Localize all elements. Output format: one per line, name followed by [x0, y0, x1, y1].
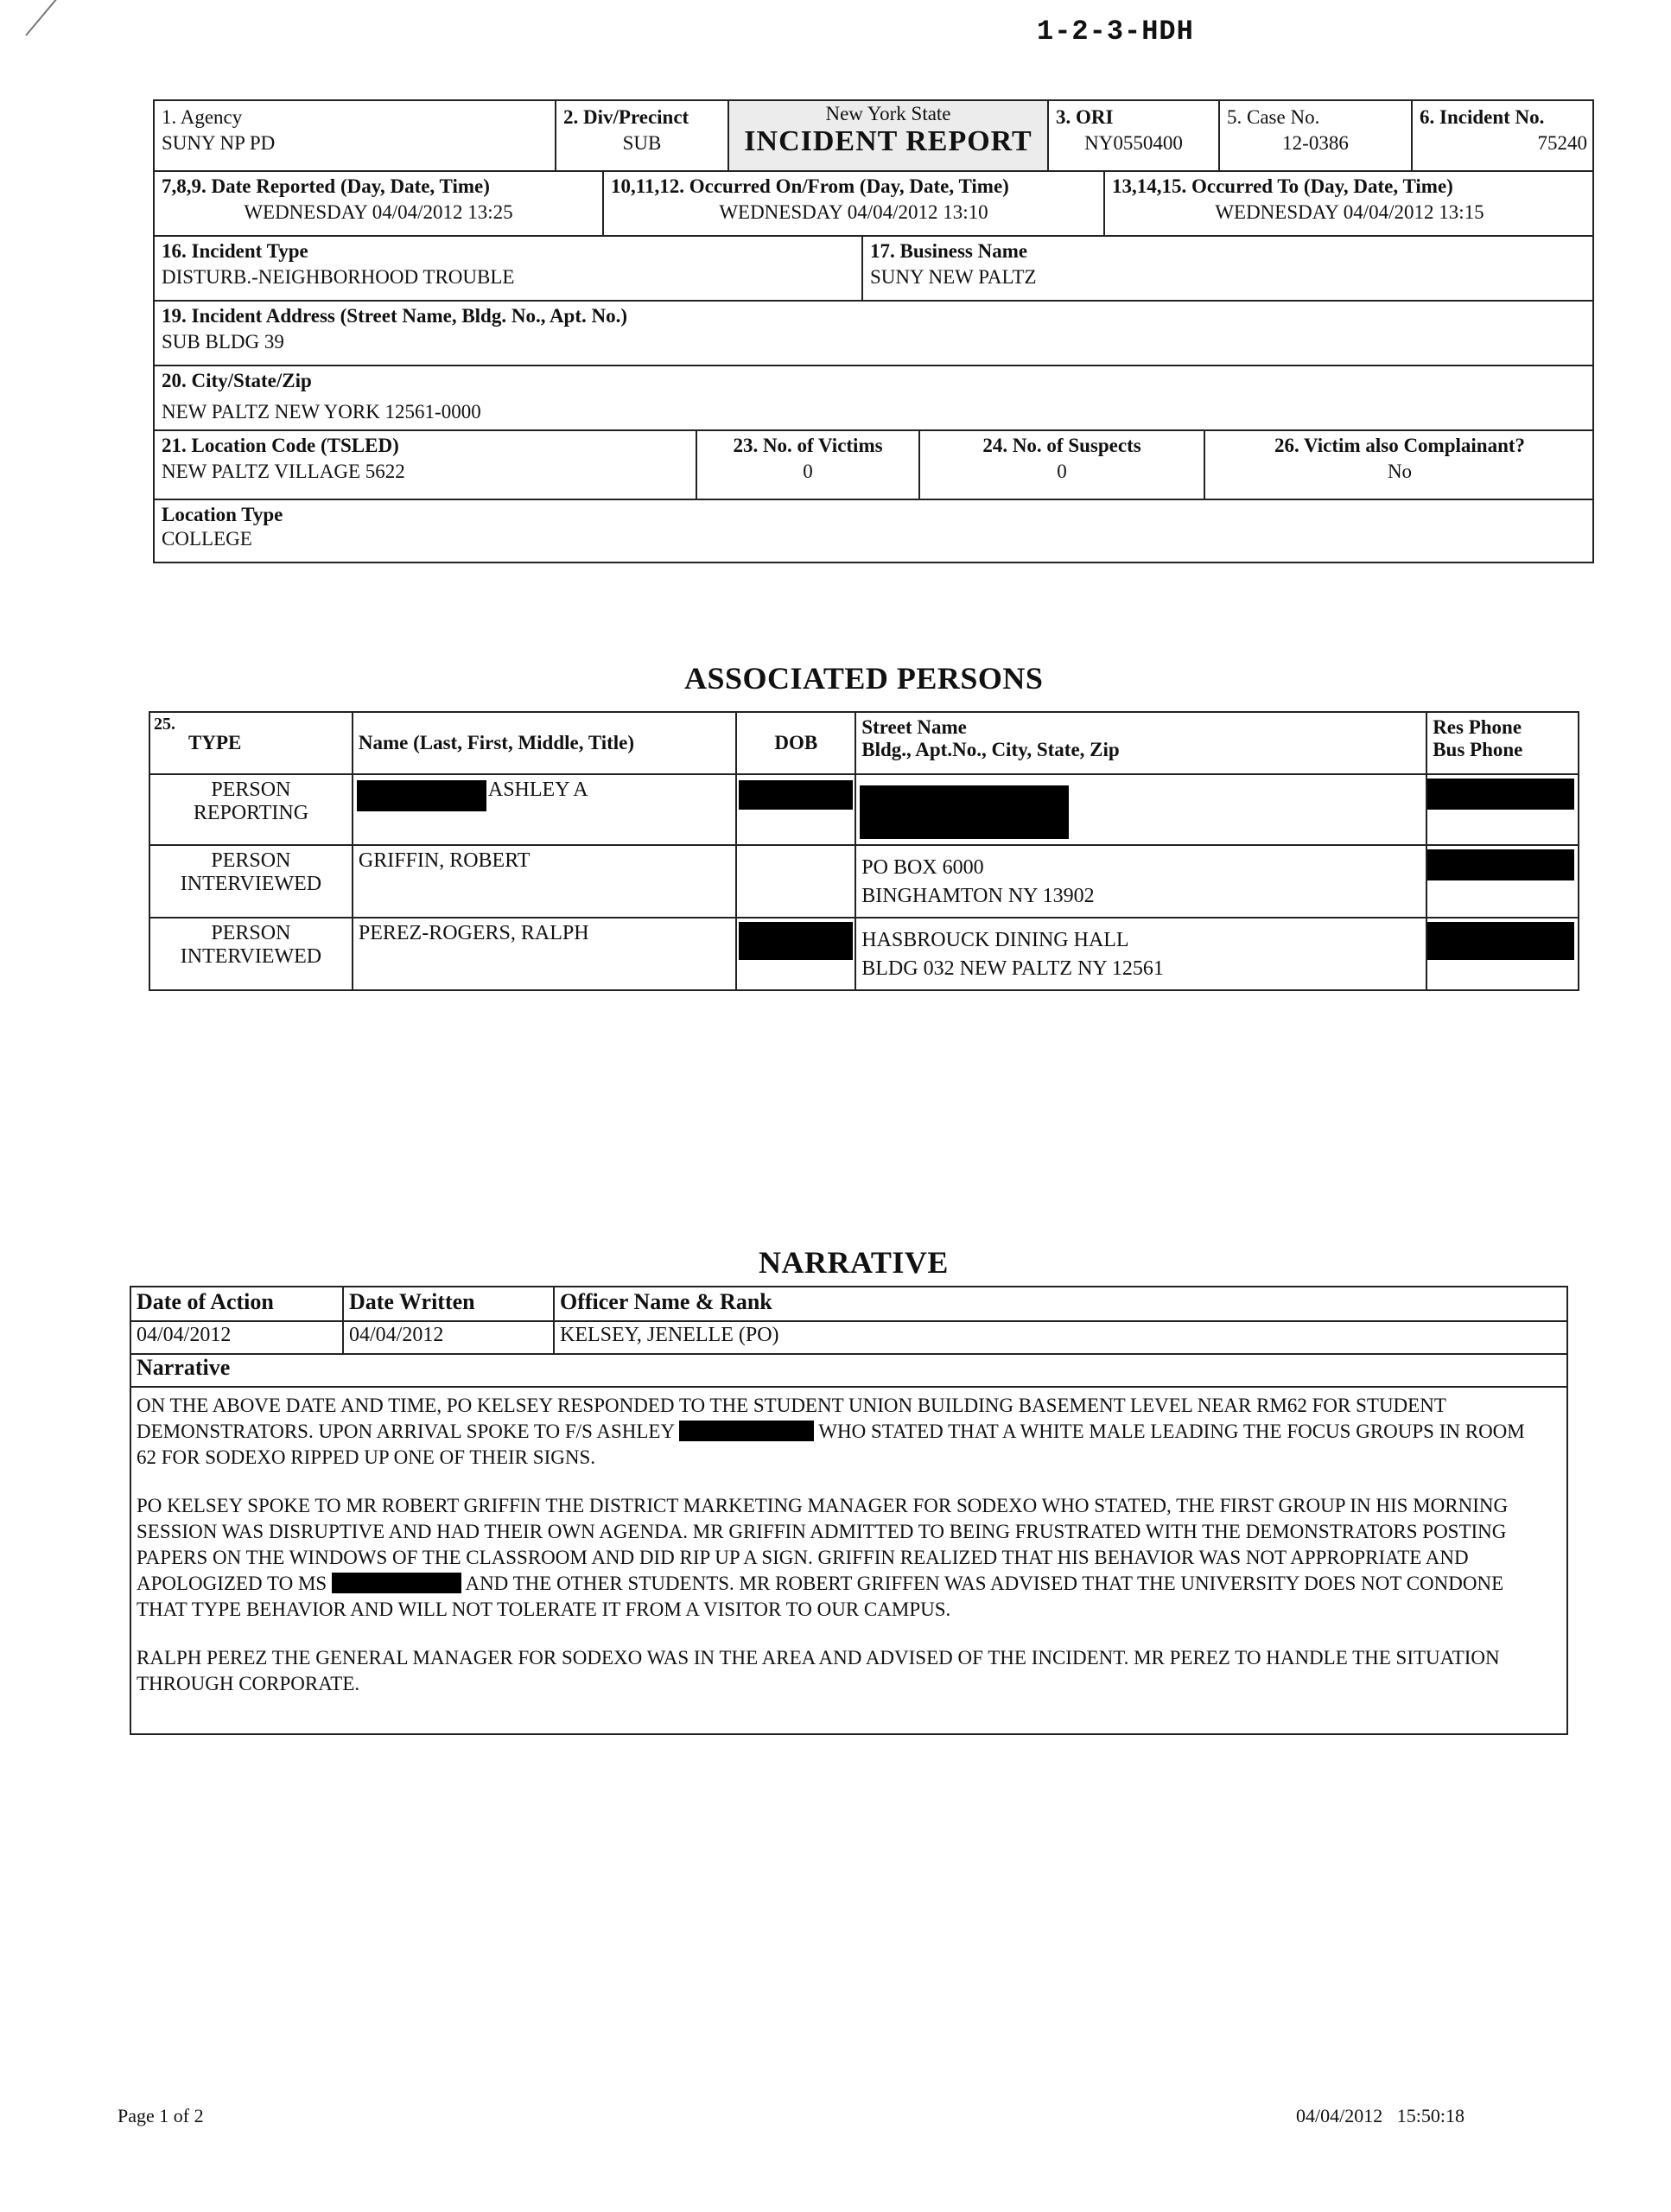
- incident-type-cell: [155, 235, 863, 300]
- person-name: ASHLEY A: [487, 779, 588, 801]
- table-row: [149, 774, 1579, 845]
- complainant-cell: [1205, 429, 1594, 499]
- div-value: SUB: [622, 132, 662, 154]
- person-address-cell: [855, 774, 1426, 845]
- person-phone-cell: [1426, 918, 1579, 990]
- associated-persons-table: [149, 711, 1579, 991]
- case-cell: [1220, 101, 1413, 170]
- ori-cell: [1049, 101, 1220, 170]
- suspects-value: 0: [1057, 461, 1067, 482]
- person-address-line1: PO BOX 6000: [861, 856, 984, 879]
- person-address-cell: [855, 845, 1426, 918]
- div-cell: [556, 101, 729, 170]
- address-value: SUB BLDG 39: [162, 331, 284, 353]
- agency-label: 1. Agency: [162, 106, 243, 128]
- city-cell: [155, 365, 1594, 429]
- dob-header: DOB: [736, 712, 855, 774]
- redaction-block: [679, 1421, 814, 1441]
- phone-header: [1426, 712, 1579, 774]
- city-label: 20. City/State/Zip: [162, 370, 312, 391]
- address-cell: [155, 300, 1594, 365]
- narrative-paragraph: [137, 1645, 1545, 1697]
- location-code-label: 21. Location Code (TSLED): [162, 435, 399, 456]
- person-dob-cell: [736, 845, 855, 918]
- occurred-to-value: WEDNESDAY 04/04/2012 13:15: [1215, 201, 1484, 223]
- redaction-block: [332, 1573, 461, 1593]
- narrative-box: [130, 1286, 1568, 1735]
- narrative-p2-a: PO KELSEY SPOKE TO MR ROBERT GRIFFIN THE DISTRICT MARKETING MANAGER FOR SODEXO WHO STATED, THE FIRST GROUP IN HIS MORNING SESSION WAS DISRUPTIVE AND HAD THEIR OWN AGENDA. MR GRIFFIN ADMITTED TO BEING FRUSTRATED WITH THE DEMONSTRATORS POSTING PAPERS ON THE WINDOWS OF THE CLASSROOM AND DID RIP UP A SIGN. GRIFFIN REALIZED THAT HIS BEHAVIOR WAS NOT APPROPRIATE AND APOLOGIZED TO MS: [137, 1495, 1509, 1594]
- person-address-line2: BLDG 032 NEW PALTZ NY 12561: [861, 957, 1164, 980]
- complainant-label: 26. Victim also Complainant?: [1274, 435, 1526, 456]
- date-action-label: Date of Action: [137, 1289, 274, 1314]
- occurred-from-cell: [604, 170, 1105, 235]
- officer-label: Officer Name & Rank: [560, 1289, 772, 1314]
- narrative-paragraph: [137, 1393, 1545, 1471]
- date-reported-value: WEDNESDAY 04/04/2012 13:25: [244, 201, 513, 223]
- city-value: NEW PALTZ NEW YORK 12561-0000: [162, 401, 481, 423]
- street-header-line2: Bldg., Apt.No., City, State, Zip: [861, 739, 1120, 760]
- person-name: PEREZ-ROGERS, RALPH: [353, 918, 737, 990]
- suspects-cell: [920, 429, 1205, 499]
- officer-value: KELSEY, JENELLE (PO): [560, 1324, 779, 1346]
- agency-cell: [155, 101, 556, 170]
- narrative-p2-b: AND THE OTHER STUDENTS. MR ROBERT GRIFFEN WAS ADVISED THAT THE UNIVERSITY DOES NOT CONDONE THAT TYPE BEHAVIOR AND WILL NOT TOLERATE IT FROM A VISITOR TO OUR CAMPUS.: [137, 1573, 1504, 1620]
- title-cell: [729, 101, 1049, 170]
- person-address-cell: [855, 918, 1426, 990]
- print-timestamp: 04/04/2012 15:50:18: [1296, 2105, 1465, 2126]
- narrative-label: Narrative: [137, 1355, 231, 1380]
- narrative-body: [137, 1393, 1545, 1697]
- persons-header-row: [149, 712, 1579, 774]
- location-code-value: NEW PALTZ VILLAGE 5622: [162, 461, 405, 482]
- street-header: [855, 712, 1426, 774]
- ori-value: NY0550400: [1084, 132, 1183, 154]
- table-row: [149, 845, 1579, 918]
- document-code: 1-2-3-HDH: [1037, 16, 1194, 48]
- person-type: PERSON INTERVIEWED: [149, 918, 353, 990]
- person-name: GRIFFIN, ROBERT: [353, 845, 737, 918]
- incident-type-value: DISTURB.-NEIGHBORHOOD TROUBLE: [162, 266, 515, 288]
- date-reported-label: 7,8,9. Date Reported (Day, Date, Time): [162, 175, 490, 197]
- incident-type-label: 16. Incident Type: [162, 240, 308, 262]
- date-action-value: 04/04/2012: [137, 1324, 232, 1346]
- person-dob-cell: [736, 774, 855, 845]
- incident-no-value: 75240: [1537, 132, 1587, 154]
- phone-header-line2: Bus Phone: [1433, 739, 1523, 760]
- person-type: PERSON REPORTING: [149, 774, 353, 845]
- victims-label: 23. No. of Victims: [733, 435, 883, 456]
- phone-header-line1: Res Phone: [1433, 716, 1522, 738]
- redaction-block: [1427, 779, 1574, 810]
- pen-mark: [25, 0, 76, 36]
- redaction-block: [357, 780, 486, 811]
- redaction-block: [860, 785, 1069, 839]
- narrative-p3: RALPH PEREZ THE GENERAL MANAGER FOR SODEXO WAS IN THE AREA AND ADVISED OF THE INCIDENT. MR PEREZ TO HANDLE THE SITUATION THROUGH CORPORATE.: [137, 1647, 1500, 1694]
- narrative-p1-a: ON THE ABOVE DATE AND TIME, PO KELSEY RESPONDED TO THE STUDENT UNION BUILDING BASEMENT LEVEL NEAR RM62 FOR STUDENT DEMONSTRATORS. UPON ARRIVAL SPOKE TO F/S ASHLEY: [137, 1395, 1446, 1442]
- date-reported-cell: [155, 170, 604, 235]
- incident-no-label: 6. Incident No.: [1420, 106, 1545, 128]
- narrative-p1-b: WHO STATED THAT A WHITE MALE LEADING THE FOCUS GROUPS IN ROOM 62 FOR SODEXO RIPPED UP ONE OF THEIR SIGNS.: [137, 1421, 1525, 1468]
- person-dob-cell: [736, 918, 855, 990]
- person-phone-cell: [1426, 774, 1579, 845]
- suspects-label: 24. No. of Suspects: [982, 435, 1141, 456]
- occurred-from-label: 10,11,12. Occurred On/From (Day, Date, Time): [611, 175, 1009, 197]
- location-code-cell: [155, 429, 697, 499]
- case-value: 12-0386: [1282, 132, 1349, 154]
- business-value: SUNY NEW PALTZ: [870, 266, 1037, 288]
- narrative-title: NARRATIVE: [759, 1245, 949, 1280]
- incident-no-cell: [1413, 101, 1594, 170]
- victims-value: 0: [803, 461, 813, 482]
- table-row: [149, 918, 1579, 990]
- case-label: 5. Case No.: [1227, 106, 1320, 128]
- occurred-to-cell: [1105, 170, 1594, 235]
- col-type: TYPE: [188, 732, 242, 753]
- occurred-from-value: WEDNESDAY 04/04/2012 13:10: [719, 201, 988, 223]
- person-phone-cell: [1426, 845, 1579, 918]
- location-type-cell: [155, 499, 1594, 563]
- location-type-label: Location Type: [162, 504, 283, 525]
- date-written-value: 04/04/2012: [349, 1324, 444, 1346]
- location-type-value: COLLEGE: [162, 528, 252, 550]
- redaction-block: [739, 922, 853, 960]
- occurred-to-label: 13,14,15. Occurred To (Day, Date, Time): [1112, 175, 1453, 197]
- redaction-block: [1427, 922, 1574, 960]
- report-title: INCIDENT REPORT: [744, 125, 1032, 157]
- complainant-value: No: [1387, 461, 1413, 482]
- person-address-line1: HASBROUCK DINING HALL: [861, 929, 1129, 951]
- victims-cell: [697, 429, 920, 499]
- associated-persons-title: ASSOCIATED PERSONS: [684, 661, 1044, 696]
- ori-label: 3. ORI: [1056, 106, 1114, 128]
- page-number: Page 1 of 2: [118, 2105, 204, 2126]
- col-number: 25.: [154, 715, 175, 734]
- redaction-block: [739, 780, 853, 810]
- div-label: 2. Div/Precinct: [563, 106, 689, 128]
- incident-form: [153, 99, 1594, 563]
- person-type: PERSON INTERVIEWED: [149, 845, 353, 918]
- street-header-line1: Street Name: [861, 716, 967, 738]
- redaction-block: [1427, 849, 1574, 880]
- person-address-line2: BINGHAMTON NY 13902: [861, 885, 1095, 907]
- address-label: 19. Incident Address (Street Name, Bldg. No., Apt. No.): [162, 305, 628, 327]
- person-name-cell: [353, 774, 737, 845]
- narrative-paragraph: [137, 1493, 1545, 1623]
- type-header: [149, 712, 353, 774]
- state-label: New York State: [825, 103, 951, 124]
- business-cell: [863, 235, 1594, 300]
- agency-value: SUNY NP PD: [162, 132, 276, 154]
- name-header: Name (Last, First, Middle, Title): [353, 712, 737, 774]
- business-label: 17. Business Name: [870, 240, 1028, 262]
- date-written-label: Date Written: [349, 1289, 475, 1314]
